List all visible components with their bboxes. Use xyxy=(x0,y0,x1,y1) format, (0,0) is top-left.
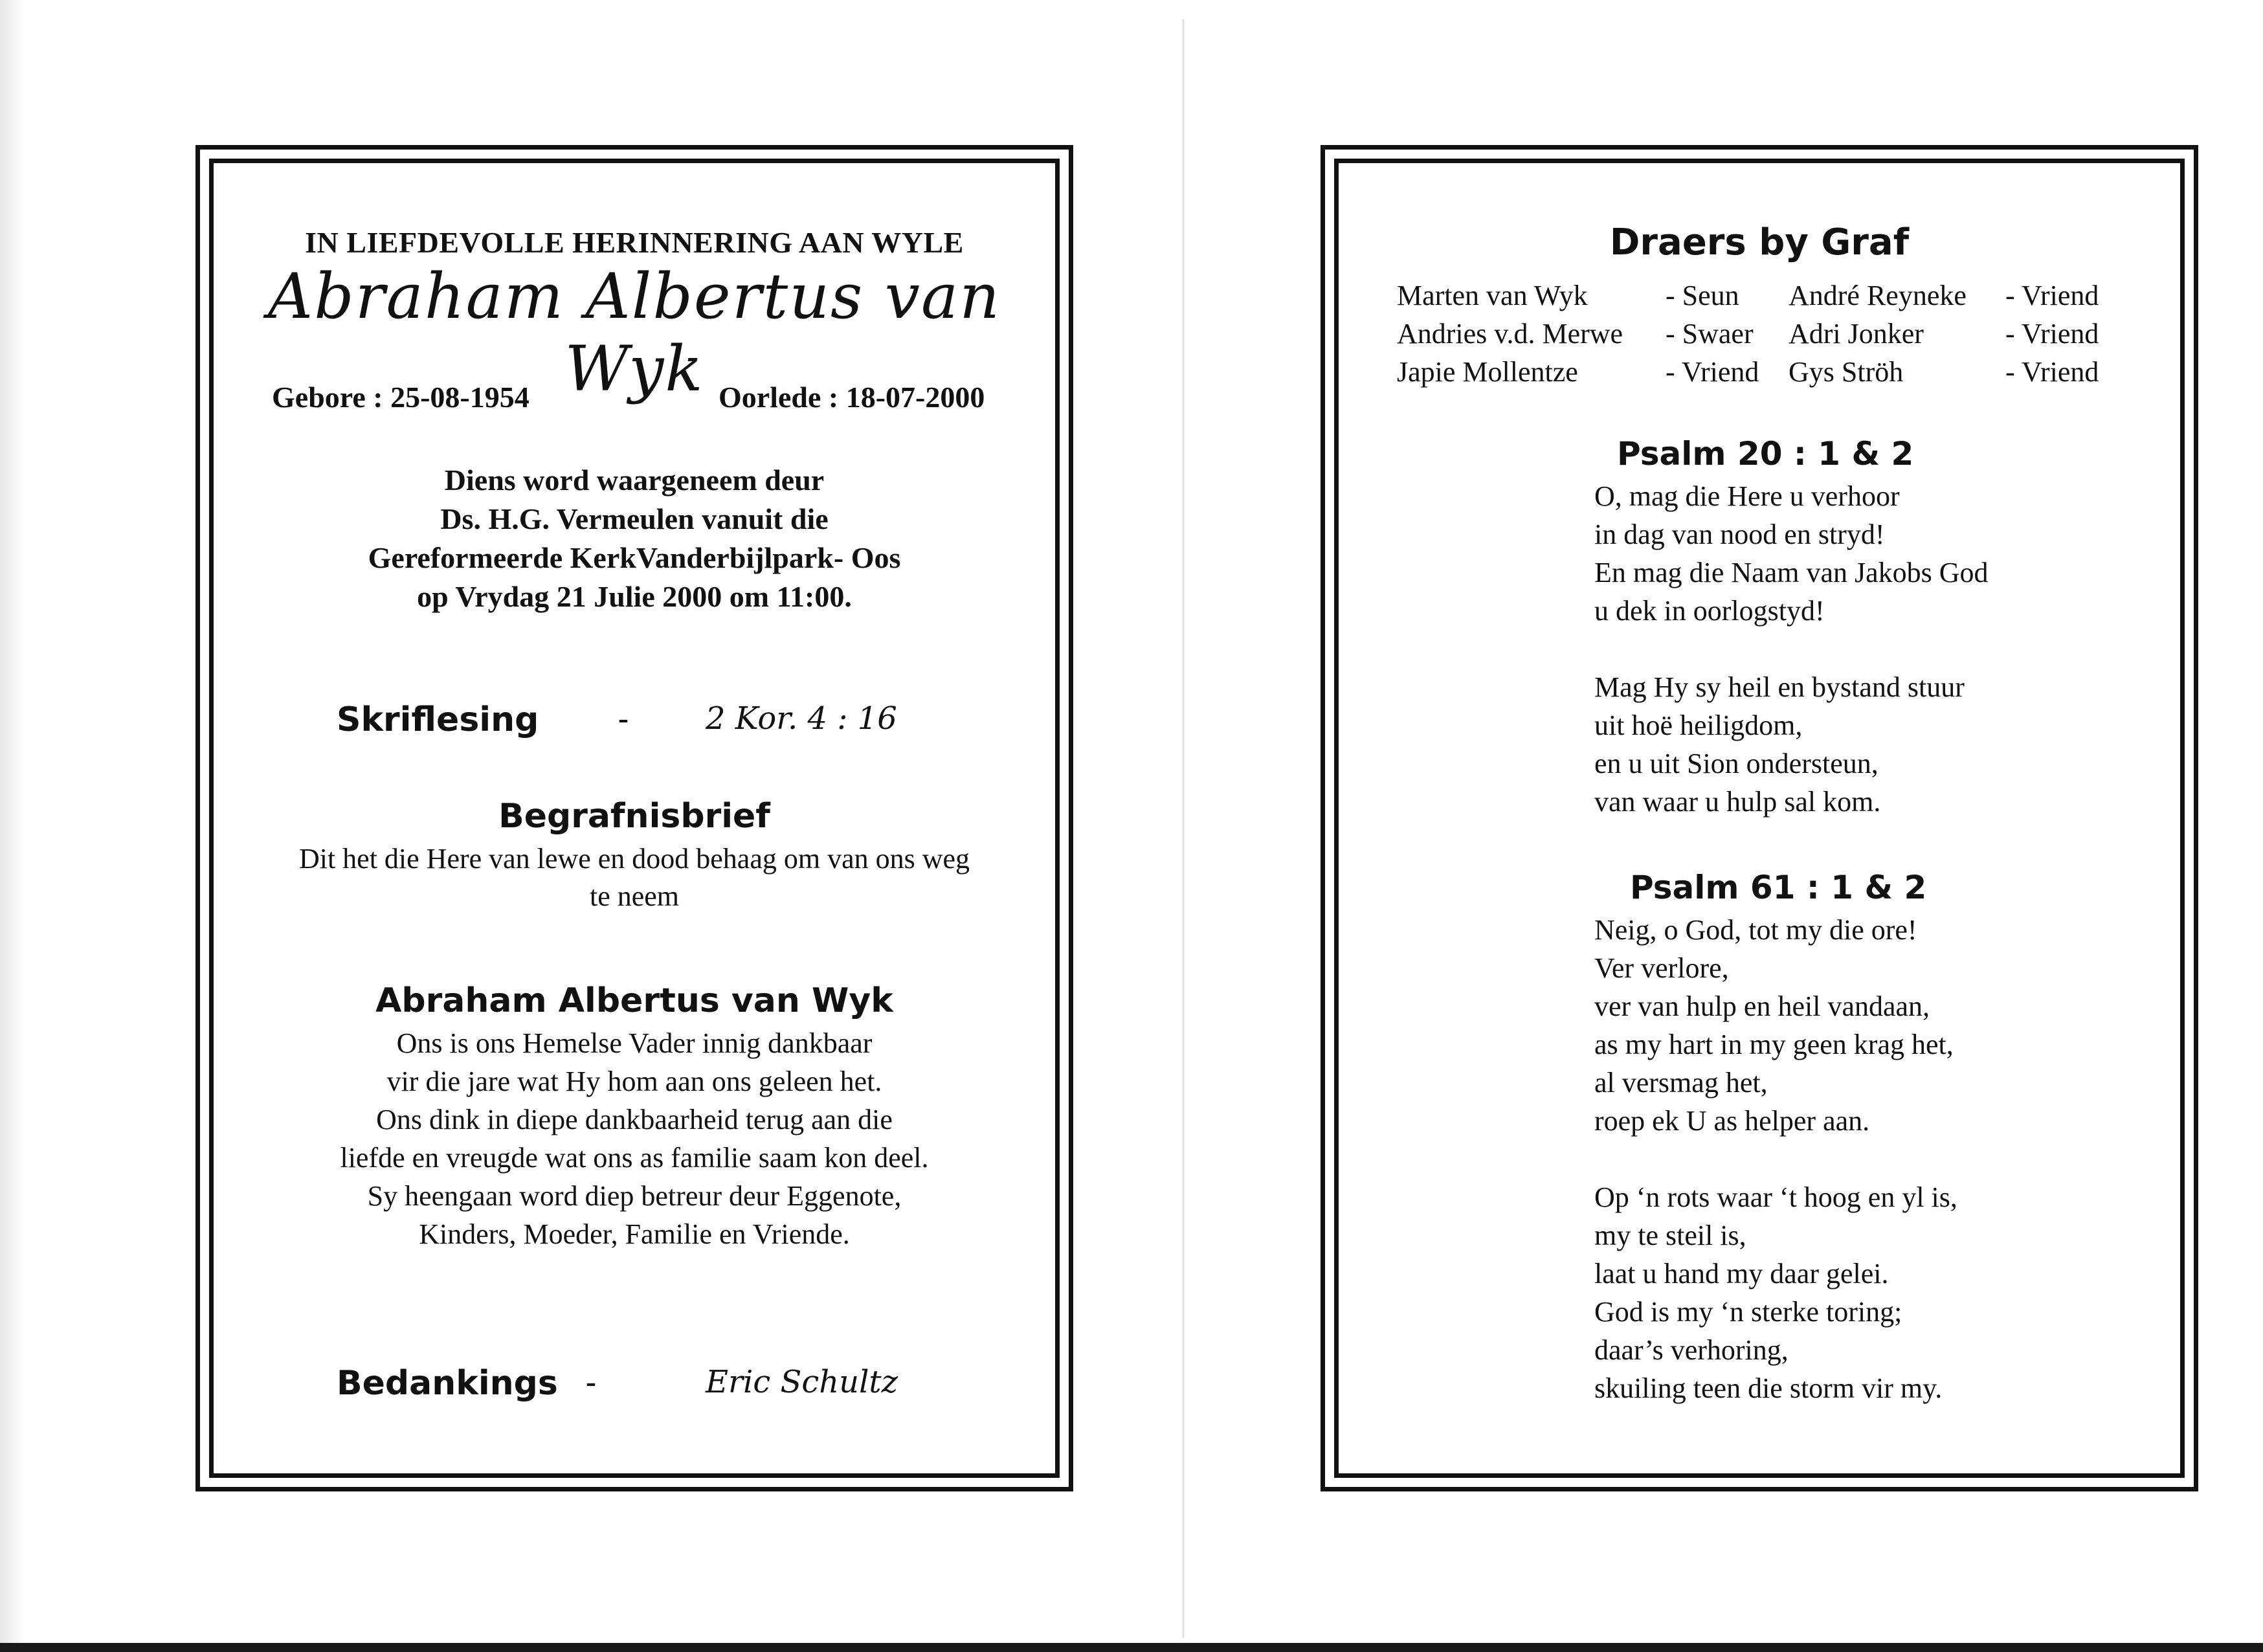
bearer-name: Japie Mollentze xyxy=(1397,356,1578,388)
thanks-label: Bedankings xyxy=(337,1364,558,1403)
scan-edge-left xyxy=(0,0,26,1652)
service-line: Diens word waargeneem deur xyxy=(444,463,825,497)
service-line: op Vrydag 21 Julie 2000 om 11:00. xyxy=(417,580,852,613)
tribute-line: vir die jare wat Hy hom aan ons geleen het. xyxy=(386,1066,882,1097)
psalm-61-text xyxy=(1594,911,1957,1407)
psalm-20-title: Psalm 20 : 1 & 2 xyxy=(1617,435,1914,473)
verse-line: ver van hulp en heil vandaan, xyxy=(1594,990,1930,1022)
bearer-relation: - Vriend xyxy=(2005,280,2099,311)
verse-line: daar’s verhoring, xyxy=(1594,1334,1789,1366)
bearer-name: Adri Jonker xyxy=(1789,318,1924,350)
verse-line: my te steil is, xyxy=(1594,1220,1746,1251)
funeral-letter xyxy=(214,798,1055,915)
bearer-name: André Reyneke xyxy=(1789,280,1967,311)
verse-line: God is my ‘n sterke toring; xyxy=(1594,1296,1902,1328)
verse-line: en u uit Sion ondersteun, xyxy=(1594,748,1878,779)
verse-line: u dek in oorlogstyd! xyxy=(1594,595,1825,627)
death-date: Oorlede : 18-07-2000 xyxy=(719,381,985,414)
bearer-relation: - Vriend xyxy=(2005,356,2099,388)
verse-line: Neig, o God, tot my die ore! xyxy=(1594,914,1917,946)
psalm-61-title: Psalm 61 : 1 & 2 xyxy=(1630,869,1927,906)
verse-line: En mag die Naam van Jakobs God xyxy=(1594,557,1989,588)
verse-line: uit hoë heiligdom, xyxy=(1594,709,1803,741)
verse-line: as my hart in my geen krag het, xyxy=(1594,1029,1954,1060)
verse-line: al versmag het, xyxy=(1594,1067,1768,1099)
deceased-name-script: Abraham Albertus van Wyk xyxy=(267,260,1001,405)
verse-line: van waar u hulp sal kom. xyxy=(1594,786,1881,818)
scripture-reference: 2 Kor. 4 : 16 xyxy=(706,700,897,737)
tribute xyxy=(214,982,1055,1253)
tribute-line: liefde en vreugde wat ons as familie saam kon deel. xyxy=(340,1142,929,1174)
service-line: Gereformeerde KerkVanderbijlpark- Oos xyxy=(368,541,901,574)
verse-line: Ver verlore, xyxy=(1594,952,1729,984)
page-fold xyxy=(1182,19,1185,1638)
bearer-relation: - Vriend xyxy=(1666,356,1759,388)
left-page-border xyxy=(195,145,1073,1491)
psalm-20-text xyxy=(1594,477,1989,821)
funeral-letter-line: te neem xyxy=(589,880,680,912)
scan-edge-bottom xyxy=(0,1643,2263,1652)
verse-line: skuiling teen die storm vir my. xyxy=(1594,1372,1943,1404)
thanks-dash: - xyxy=(586,1365,596,1399)
bearer-relation: - Vriend xyxy=(2005,318,2099,350)
right-page-inner-border xyxy=(1334,159,2185,1478)
funeral-letter-title: Begrafnisbrief xyxy=(498,797,770,836)
tribute-title: Abraham Albertus van Wyk xyxy=(375,981,893,1020)
funeral-letter-line: Dit het die Here van lewe en dood behaag om van ons weg xyxy=(298,843,970,875)
verse-line: roep ek U as helper aan. xyxy=(1594,1105,1870,1137)
stanza-gap xyxy=(1594,1140,1957,1178)
verse-line: Mag Hy sy heil en bystand stuur xyxy=(1594,671,1965,703)
bearer-relation: - Swaer xyxy=(1666,318,1754,350)
bearers-title: Draers by Graf xyxy=(1609,221,1910,263)
tribute-line: Ons dink in diepe dankbaarheid terug aan die xyxy=(376,1104,893,1135)
service-details xyxy=(214,461,1055,616)
bearer-name: Andries v.d. Merwe xyxy=(1397,318,1623,350)
bearer-relation: - Seun xyxy=(1666,280,1739,311)
tribute-line: Sy heengaan word diep betreur deur Eggenote, xyxy=(367,1180,902,1212)
birth-date: Gebore : 25-08-1954 xyxy=(272,381,530,414)
service-line: Ds. H.G. Vermeulen vanuit die xyxy=(440,502,829,535)
thanks-name: Eric Schultz xyxy=(706,1364,898,1400)
scripture-dash: - xyxy=(618,701,629,735)
verse-line: Op ‘n rots waar ‘t hoog en yl is, xyxy=(1594,1181,1957,1213)
memorial-heading: IN LIEFDEVOLLE HERINNERING AAN WYLE xyxy=(305,226,964,259)
verse-line: laat u hand my daar gelei. xyxy=(1594,1258,1889,1289)
tribute-line: Ons is ons Hemelse Vader innig dankbaar xyxy=(396,1027,873,1059)
verse-line: O, mag die Here u verhoor xyxy=(1594,480,1900,512)
tribute-line: Kinders, Moeder, Familie en Vriende. xyxy=(419,1218,850,1250)
right-page-border xyxy=(1321,145,2198,1491)
bearer-name: Gys Ströh xyxy=(1789,356,1904,388)
left-page-inner-border xyxy=(209,159,1060,1478)
verse-line: in dag van nood en stryd! xyxy=(1594,519,1885,550)
stanza-gap xyxy=(1594,630,1989,668)
bearer-name: Marten van Wyk xyxy=(1397,280,1588,311)
scripture-label: Skriflesing xyxy=(337,700,539,739)
